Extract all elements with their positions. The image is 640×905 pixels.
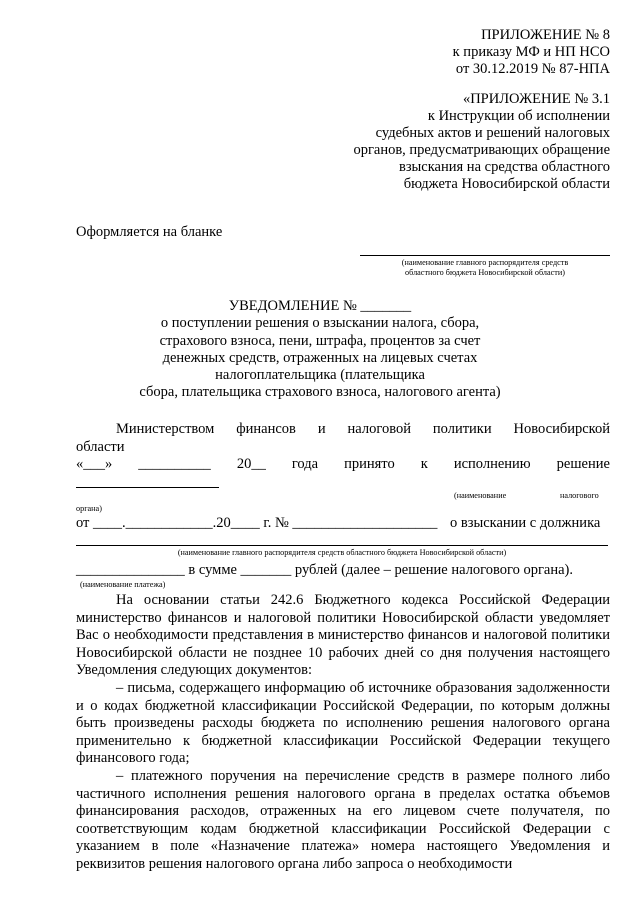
form-word: и [317, 421, 326, 437]
form-word: исполнению [453, 456, 531, 472]
blank-note: Оформляется на бланке [76, 224, 223, 240]
form-row-debtor: о взыскании с должника [450, 515, 601, 531]
caption-org-3: органа) [76, 504, 102, 513]
appendix-line1: «ПРИЛОЖЕНИЕ № 3.1 [462, 91, 610, 107]
notice-title-line3: страхового взноса, пени, штрафа, процентов за счет [159, 332, 481, 349]
recipient-caption-line2: областного бюджета Новосибирской области) [405, 268, 565, 277]
form-word: политики [432, 421, 492, 437]
order-header-line2: к приказу МФ и НП НСО [452, 44, 610, 60]
appendix-line4: органов, предусматривающих обращение [353, 142, 610, 158]
appendix-header [353, 91, 610, 193]
distributor-caption: (наименование главного распорядителя средств областного бюджета Новосибирской области) [177, 548, 507, 557]
form-row-decision: от ____.____________.20____ г. № ____________________ [76, 515, 438, 531]
form-word: 20__ [236, 456, 266, 472]
order-header-line3: от 30.12.2019 № 87-НПА [455, 61, 610, 77]
appendix-line2: к Инструкции об исполнении [427, 108, 610, 124]
form-word: к [420, 456, 428, 472]
payment-caption: (наименование платежа) [80, 580, 166, 589]
form-word: финансов [236, 421, 296, 437]
form-word: налоговой [347, 421, 411, 437]
form-word: решение [556, 456, 610, 472]
form-word: года [291, 456, 319, 472]
notice-title-line4: денежных средств, отраженных на лицевых счетах [162, 349, 478, 366]
form-word: Новосибирской [513, 421, 610, 437]
notice-title-line1: УВЕДОМЛЕНИЕ № _______ [228, 298, 412, 314]
notice-title-line2: о поступлении решения о взыскании налога, сбора, [160, 315, 480, 332]
order-header-line1: ПРИЛОЖЕНИЕ № 8 [481, 27, 610, 43]
notice-title-line6: сбора, плательщика страхового взноса, налогового агента) [139, 384, 501, 401]
notice-title-line5: налогоплательщика (плательщика [215, 367, 425, 384]
paragraph-letter: – письма, содержащего информацию об источнике образования задолженности и о кодах бюджетной классификации Российской Федерации, по которым должны быть произведены расходы бюджета по исполнению решения налогового органа применительно к бюджетной классификации Российской Федерации текущего финансового года; [76, 680, 610, 767]
paragraph-payment-order: – платежного поручения на перечисление средств в размере полного либо частичного исполнения решения налогового органа в пределах остатка объемов финансирования расходов, отраженных на его лицевом счете получателя, по соответствующим кодам бюджетной классификации Российской Федерации с указанием в поле «Назначение платежа» номера настоящего Уведомления и реквизитов решения налогового органа либо запроса о необходимости [76, 768, 610, 872]
form-row-amount: _______________ в сумме _______ рублей (далее – решение налогового органа). [76, 562, 574, 578]
paragraph-basis: На основании статьи 242.6 Бюджетного кодекса Российской Федерации министерство финансов и налоговой политики Новосибирской области уведомляет Вас о необходимости представления в министерство финансов и налоговой политики Новосибирской области не позднее 10 рабочих дней со дня получения настоящего Уведомления следующих документов: [76, 592, 610, 679]
caption-org-2: налогового [560, 491, 599, 500]
form-row-ministry [116, 421, 610, 438]
tax-authority-line [76, 487, 219, 488]
form-word: Министерством [116, 421, 215, 437]
notice-title [60, 298, 580, 402]
order-header [453, 27, 610, 78]
form-word: __________ [138, 456, 211, 472]
caption-org-1: (наименование [454, 491, 507, 500]
recipient-caption-line1: (наименование главного распорядителя средств [401, 258, 569, 267]
form-word: «___» [76, 456, 113, 472]
appendix-line6: бюджета Новосибирской области [403, 176, 610, 192]
appendix-line3: судебных актов и решений налоговых [375, 125, 610, 141]
distributor-line [76, 545, 608, 546]
appendix-line5: взыскания на средства областного [398, 159, 610, 175]
form-row-date [76, 456, 610, 473]
form-word: принято [344, 456, 395, 472]
recipient-line [360, 255, 610, 256]
recipient-caption [360, 258, 610, 278]
form-row-region: области [76, 439, 125, 455]
